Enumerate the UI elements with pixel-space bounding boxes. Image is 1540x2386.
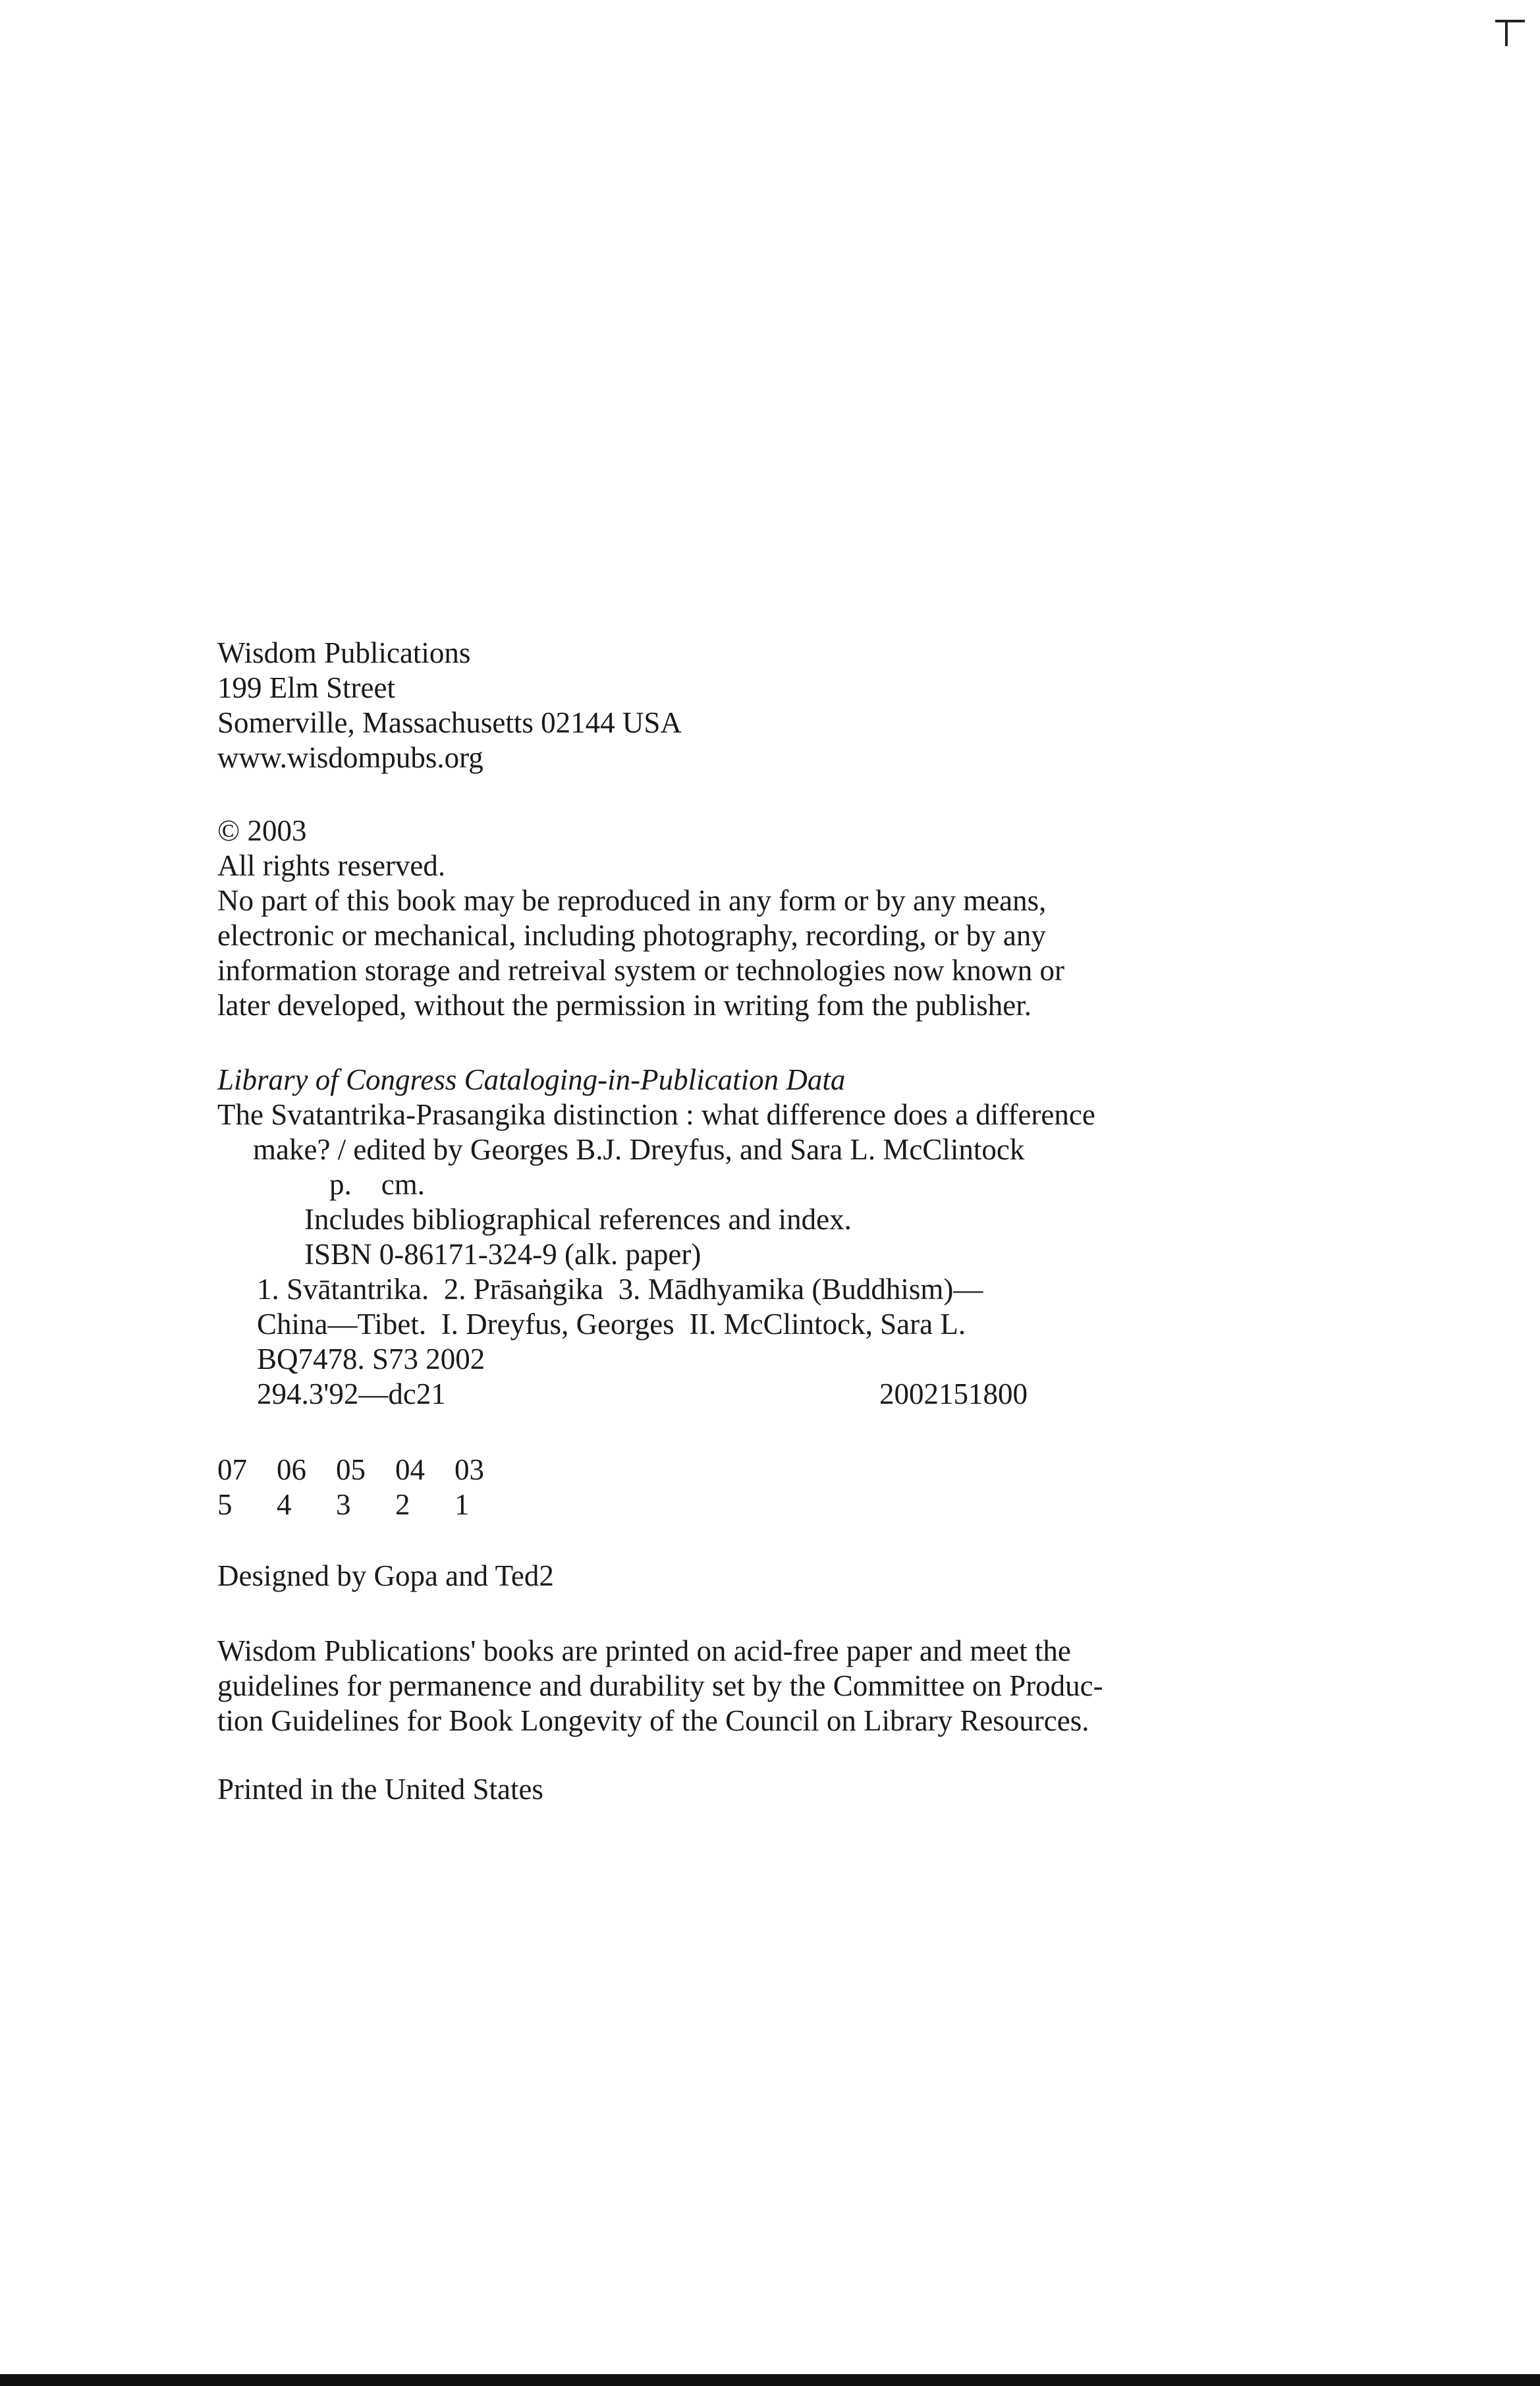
printing-year: 04: [395, 1453, 425, 1486]
printing-years: [217, 1453, 1140, 1487]
publisher-address: [217, 636, 1140, 775]
paper-notice-line: Wisdom Publications' books are printed on acid-free paper and meet the: [217, 1634, 1071, 1667]
cip-lccn: 2002151800: [879, 1377, 1028, 1410]
cip-data: [217, 1063, 1140, 1412]
printed-in-text: Printed in the United States: [217, 1773, 543, 1806]
designer-credit: [217, 1559, 1140, 1594]
crop-mark: [1495, 20, 1525, 22]
printing-impressions: [217, 1487, 1140, 1522]
printing-line: [217, 1453, 1140, 1522]
cip-subjects: China—Tibet. I. Dreyfus, Georges II. McClintock, Sara L.: [257, 1308, 966, 1341]
cip-dewey: 294.3'92—dc21: [257, 1377, 446, 1410]
cip-title-line: make? / edited by Georges B.J. Dreyfus, and Sara L. McClintock: [253, 1133, 1025, 1166]
cip-dewey-row: [217, 1377, 1028, 1412]
cip-heading: Library of Congress Cataloging-in-Publication Data: [217, 1063, 846, 1096]
publisher-name: Wisdom Publications: [217, 636, 471, 669]
notice-line: No part of this book may be reproduced in any form or by any means,: [217, 884, 1047, 917]
printing-impression: 4: [277, 1488, 292, 1521]
paper-notice-line: guidelines for permanence and durability set by the Committee on Produc-: [217, 1669, 1103, 1702]
printing-year: 07: [217, 1453, 247, 1486]
designer-text: Designed by Gopa and Ted2: [217, 1559, 554, 1592]
publisher-website: www.wisdompubs.org: [217, 741, 483, 774]
paper-notice-line: tion Guidelines for Book Longevity of the Council on Library Resources.: [217, 1704, 1089, 1737]
copyright-year: © 2003: [217, 814, 307, 847]
notice-line: information storage and retreival system or technologies now known or: [217, 954, 1064, 987]
printing-impression: 1: [454, 1488, 470, 1521]
printing-impression: 3: [336, 1488, 351, 1521]
printing-impression: 2: [395, 1488, 410, 1521]
cip-isbn: ISBN 0-86171-324-9 (alk. paper): [304, 1238, 701, 1271]
printing-year: 05: [336, 1453, 366, 1486]
printing-year: 03: [454, 1453, 484, 1486]
publisher-street: 199 Elm Street: [217, 671, 395, 704]
printed-in: [217, 1772, 1140, 1807]
cip-subjects: 1. Svātantrika. 2. Prāsaṅgika 3. Mādhyamika (Buddhism)—: [257, 1273, 983, 1306]
printing-impression: 5: [217, 1488, 233, 1521]
bottom-scan-edge: [0, 2374, 1540, 2386]
publisher-city: Somerville, Massachusetts 02144 USA: [217, 706, 682, 739]
cip-title-line: The Svatantrika-Prasangika distinction : what difference does a difference: [217, 1098, 1095, 1131]
printing-year: 06: [277, 1453, 306, 1486]
cip-call-number: BQ7478. S73 2002: [257, 1343, 485, 1375]
notice-line: later developed, without the permission in writing fom the publisher.: [217, 989, 1032, 1022]
notice-line: electronic or mechanical, including photography, recording, or by any: [217, 919, 1046, 952]
paper-notice: [217, 1634, 1140, 1738]
rights-notice: [217, 814, 1140, 1023]
rights-reserved: All rights reserved.: [217, 849, 446, 882]
cip-includes: Includes bibliographical references and index.: [304, 1203, 852, 1236]
cip-pcm: p. cm.: [329, 1168, 425, 1201]
crop-mark-vertical: [1505, 20, 1508, 46]
